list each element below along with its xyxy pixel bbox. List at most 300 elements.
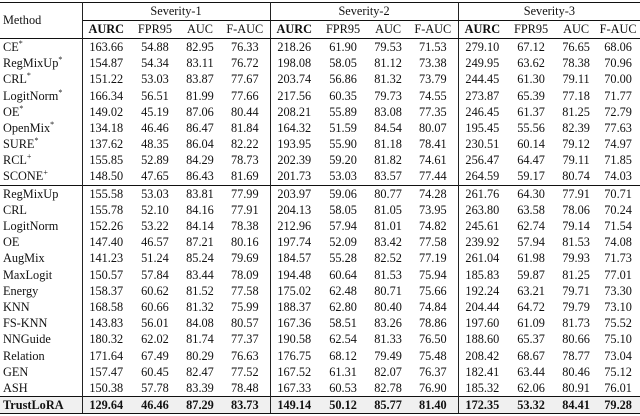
value-cell-auc: 81.53 bbox=[374, 267, 402, 282]
value-cell-f-auc: 81.84 bbox=[220, 120, 270, 136]
value-cell-auc: 81.32 bbox=[374, 72, 402, 87]
method-name-cell bbox=[0, 380, 82, 397]
value-cell-aurc: 176.75 bbox=[277, 348, 312, 363]
value-cell-auc: 85.24 bbox=[186, 251, 214, 266]
value-cell-aurc: 194.48 bbox=[277, 267, 312, 282]
method-name: TrustLoRA bbox=[3, 398, 64, 413]
value-cell-aurc: 147.40 bbox=[89, 235, 124, 250]
value-cell-aurc: 244.45 bbox=[465, 72, 500, 87]
value-cell-aurc: 273.87 bbox=[465, 88, 500, 103]
value-cell-fpr95: 57.94 bbox=[517, 235, 545, 250]
metric-header-auc: AUC bbox=[368, 21, 408, 39]
value-cell-fpr95: 60.45 bbox=[141, 364, 169, 379]
value-cell-auc: 84.14 bbox=[186, 219, 214, 233]
method-header: Method bbox=[0, 3, 82, 39]
value-cell-auc: 80.29 bbox=[186, 348, 214, 363]
value-cell-auc: 82.52 bbox=[374, 251, 402, 266]
method-marker: * bbox=[58, 55, 63, 65]
table-row bbox=[0, 315, 640, 331]
value-cell-fpr95: 60.64 bbox=[329, 267, 357, 282]
metric-header-f-auc: F-AUC bbox=[220, 21, 270, 39]
value-cell-f-auc: 83.73 bbox=[220, 397, 270, 414]
metric-header-aurc: AURC bbox=[82, 21, 130, 39]
method-name: OE bbox=[3, 235, 20, 250]
value-cell-fpr95: 55.28 bbox=[329, 251, 357, 266]
value-cell-fpr95: 61.09 bbox=[517, 316, 545, 331]
value-cell-aurc: 245.61 bbox=[465, 219, 500, 233]
value-cell-aurc: 203.74 bbox=[277, 72, 312, 87]
value-cell-auc: 83.26 bbox=[374, 316, 402, 331]
metric-header-aurc: AURC bbox=[458, 21, 506, 39]
table-row bbox=[0, 234, 640, 250]
header-row-metrics bbox=[0, 21, 640, 39]
value-cell-aurc: 168.58 bbox=[89, 299, 124, 314]
value-cell-fpr95: 53.03 bbox=[329, 169, 357, 184]
value-cell-auc: 77.18 bbox=[562, 88, 590, 103]
method-name-cell bbox=[0, 169, 82, 186]
value-cell-aurc: 208.21 bbox=[277, 104, 312, 119]
value-cell-aurc: 193.95 bbox=[277, 137, 312, 152]
value-cell-auc: 84.54 bbox=[374, 120, 402, 135]
value-cell-fpr95: 51.59 bbox=[329, 120, 357, 135]
value-cell-f-auc: 76.63 bbox=[220, 348, 270, 364]
value-cell-auc: 79.73 bbox=[374, 88, 402, 103]
value-cell-fpr95: 52.89 bbox=[141, 153, 169, 168]
value-cell-fpr95: 67.12 bbox=[506, 39, 556, 56]
value-cell-fpr95: 46.57 bbox=[141, 235, 169, 250]
value-cell-f-auc: 68.06 bbox=[596, 39, 640, 56]
value-cell-aurc: 155.78 bbox=[89, 202, 124, 217]
value-cell-fpr95: 60.35 bbox=[329, 88, 357, 103]
value-cell-auc: 81.25 bbox=[562, 104, 590, 119]
value-cell-f-auc: 75.99 bbox=[220, 299, 270, 315]
value-cell-fpr95: 60.62 bbox=[141, 283, 169, 298]
value-cell-f-auc: 76.01 bbox=[604, 380, 632, 395]
value-cell-fpr95: 58.51 bbox=[329, 316, 357, 331]
value-cell-aurc: 134.18 bbox=[89, 120, 124, 135]
value-cell-aurc: 279.10 bbox=[458, 39, 506, 56]
value-cell-auc: 82.95 bbox=[180, 39, 220, 56]
value-cell-aurc: 167.33 bbox=[277, 380, 312, 395]
value-cell-f-auc: 71.53 bbox=[408, 39, 458, 56]
method-name-cell bbox=[0, 315, 82, 331]
value-cell-f-auc: 78.09 bbox=[220, 267, 270, 283]
table-row bbox=[0, 55, 640, 71]
method-name: OpenMix bbox=[3, 120, 51, 135]
value-cell-fpr95: 45.19 bbox=[141, 104, 169, 119]
table-row bbox=[0, 152, 640, 168]
value-cell-f-auc: 79.69 bbox=[220, 250, 270, 266]
value-cell-f-auc: 73.95 bbox=[408, 202, 458, 218]
value-cell-f-auc: 70.71 bbox=[596, 185, 640, 202]
value-cell-aurc: 230.51 bbox=[465, 137, 500, 152]
method-name-cell bbox=[0, 202, 82, 218]
value-cell-auc: 84.29 bbox=[186, 153, 214, 168]
value-cell-f-auc: 71.73 bbox=[604, 251, 632, 266]
method-name-cell bbox=[0, 120, 82, 136]
value-cell-fpr95: 61.90 bbox=[318, 39, 368, 56]
value-cell-f-auc: 77.52 bbox=[220, 364, 270, 380]
value-cell-aurc: 163.66 bbox=[82, 39, 130, 56]
value-cell-fpr95: 63.44 bbox=[517, 364, 545, 379]
method-name-cell bbox=[0, 218, 82, 234]
value-cell-auc: 87.06 bbox=[186, 104, 214, 119]
table-row bbox=[0, 267, 640, 283]
value-cell-fpr95: 56.86 bbox=[329, 72, 357, 87]
value-cell-fpr95: 64.72 bbox=[517, 299, 545, 314]
metric-header-fpr95: FPR95 bbox=[318, 21, 368, 39]
value-cell-fpr95: 51.24 bbox=[141, 251, 169, 266]
value-cell-fpr95: 62.80 bbox=[329, 299, 357, 314]
value-cell-aurc: 150.57 bbox=[89, 267, 124, 282]
value-cell-auc: 84.08 bbox=[186, 316, 214, 331]
value-cell-auc: 80.40 bbox=[374, 299, 402, 314]
value-cell-aurc: 158.37 bbox=[89, 283, 124, 298]
value-cell-f-auc: 77.37 bbox=[220, 331, 270, 347]
value-cell-fpr95: 55.56 bbox=[517, 120, 545, 135]
value-cell-fpr95: 60.14 bbox=[517, 137, 545, 152]
value-cell-f-auc: 71.85 bbox=[604, 153, 632, 168]
value-cell-f-auc: 70.96 bbox=[604, 56, 632, 71]
value-cell-auc: 80.46 bbox=[562, 364, 590, 379]
value-cell-f-auc: 73.38 bbox=[408, 55, 458, 71]
method-name-cell bbox=[0, 39, 82, 56]
value-cell-f-auc: 74.55 bbox=[408, 88, 458, 104]
table-row bbox=[0, 364, 640, 380]
value-cell-fpr95: 64.47 bbox=[517, 153, 545, 168]
value-cell-aurc: 188.60 bbox=[465, 332, 500, 347]
value-cell-auc: 79.14 bbox=[562, 219, 590, 233]
value-cell-auc: 81.18 bbox=[374, 137, 402, 152]
value-cell-f-auc: 81.40 bbox=[408, 397, 458, 414]
value-cell-f-auc: 77.66 bbox=[220, 88, 270, 104]
value-cell-auc: 81.99 bbox=[186, 88, 214, 103]
method-name: MaxLogit bbox=[3, 267, 53, 282]
value-cell-f-auc: 74.61 bbox=[408, 152, 458, 168]
table-row bbox=[0, 299, 640, 315]
value-cell-auc: 86.47 bbox=[186, 120, 214, 135]
value-cell-f-auc: 76.90 bbox=[408, 380, 458, 397]
value-cell-f-auc: 78.38 bbox=[220, 218, 270, 234]
method-marker: * bbox=[26, 71, 31, 81]
value-cell-fpr95: 60.53 bbox=[329, 380, 357, 395]
value-cell-aurc: 167.36 bbox=[277, 316, 312, 331]
value-cell-fpr95: 47.65 bbox=[141, 169, 169, 184]
value-cell-fpr95: 62.74 bbox=[517, 219, 545, 233]
method-name: CRL bbox=[3, 72, 27, 87]
method-name-cell bbox=[0, 364, 82, 380]
value-cell-fpr95: 46.46 bbox=[130, 397, 180, 414]
value-cell-auc: 81.05 bbox=[374, 202, 402, 217]
value-cell-f-auc: 80.57 bbox=[220, 315, 270, 331]
method-name-cell bbox=[0, 250, 82, 266]
method-name-cell bbox=[0, 71, 82, 87]
value-cell-f-auc: 78.86 bbox=[408, 315, 458, 331]
method-marker: * bbox=[34, 136, 39, 145]
table-row bbox=[0, 185, 640, 202]
value-cell-fpr95: 54.34 bbox=[141, 56, 169, 71]
value-cell-auc: 80.66 bbox=[562, 332, 590, 347]
table-row bbox=[0, 71, 640, 87]
value-cell-aurc: 208.42 bbox=[465, 348, 500, 363]
method-name-cell bbox=[0, 152, 82, 168]
value-cell-f-auc: 77.35 bbox=[408, 104, 458, 120]
value-cell-fpr95: 63.62 bbox=[517, 56, 545, 71]
value-cell-aurc: 150.38 bbox=[89, 380, 124, 395]
value-cell-f-auc: 70.00 bbox=[604, 72, 632, 87]
value-cell-auc: 81.74 bbox=[186, 332, 214, 347]
value-cell-f-auc: 77.44 bbox=[408, 169, 458, 186]
value-cell-auc: 82.47 bbox=[186, 364, 214, 379]
value-cell-auc: 83.87 bbox=[186, 72, 214, 87]
value-cell-auc: 79.93 bbox=[562, 251, 590, 266]
value-cell-aurc: 198.08 bbox=[277, 56, 312, 71]
value-cell-fpr95: 62.02 bbox=[141, 332, 169, 347]
method-name: Energy bbox=[3, 283, 39, 298]
value-cell-fpr95: 53.03 bbox=[141, 72, 169, 87]
value-cell-aurc: 154.87 bbox=[89, 56, 124, 71]
value-cell-auc: 79.71 bbox=[562, 283, 590, 298]
value-cell-aurc: 263.80 bbox=[465, 202, 500, 217]
value-cell-fpr95: 68.67 bbox=[517, 348, 545, 363]
value-cell-f-auc: 77.58 bbox=[408, 234, 458, 250]
value-cell-f-auc: 72.79 bbox=[604, 104, 632, 119]
value-cell-fpr95: 65.37 bbox=[517, 332, 545, 347]
value-cell-aurc: 201.73 bbox=[277, 169, 312, 184]
method-name-cell bbox=[0, 299, 82, 315]
value-cell-aurc: 192.24 bbox=[465, 283, 500, 298]
value-cell-auc: 87.29 bbox=[180, 397, 220, 414]
value-cell-auc: 85.77 bbox=[368, 397, 408, 414]
value-cell-aurc: 256.47 bbox=[465, 153, 500, 168]
value-cell-fpr95: 53.22 bbox=[141, 219, 169, 233]
value-cell-aurc: 155.58 bbox=[82, 185, 130, 202]
value-cell-fpr95: 55.89 bbox=[329, 104, 357, 119]
value-cell-auc: 81.01 bbox=[374, 219, 402, 233]
method-name: CE bbox=[3, 39, 19, 54]
value-cell-aurc: 204.44 bbox=[465, 299, 500, 314]
value-cell-aurc: 185.32 bbox=[465, 380, 500, 395]
metric-header-auc: AUC bbox=[556, 21, 596, 39]
value-cell-f-auc: 73.30 bbox=[604, 283, 632, 298]
group-header-severity-2: Severity-2 bbox=[270, 3, 458, 21]
value-cell-aurc: 218.26 bbox=[270, 39, 318, 56]
value-cell-f-auc: 77.91 bbox=[220, 202, 270, 218]
value-cell-auc: 84.41 bbox=[556, 397, 596, 414]
method-name: LogitNorm bbox=[3, 88, 59, 103]
value-cell-f-auc: 76.33 bbox=[220, 39, 270, 56]
value-cell-f-auc: 71.54 bbox=[604, 219, 632, 233]
table-row-trustlora bbox=[0, 397, 640, 414]
value-cell-f-auc: 75.52 bbox=[604, 316, 632, 331]
table-row bbox=[0, 169, 640, 186]
value-cell-aurc: 239.92 bbox=[465, 235, 500, 250]
method-name-cell bbox=[0, 55, 82, 71]
method-name: SCONE bbox=[3, 169, 44, 184]
metric-header-fpr95: FPR95 bbox=[130, 21, 180, 39]
value-cell-fpr95: 61.37 bbox=[517, 104, 545, 119]
method-name-cell bbox=[0, 397, 82, 414]
value-cell-aurc: 143.83 bbox=[89, 316, 124, 331]
value-cell-aurc: 195.45 bbox=[465, 120, 500, 135]
value-cell-auc: 79.49 bbox=[374, 348, 402, 363]
results-body bbox=[0, 39, 640, 414]
method-name: GEN bbox=[3, 364, 29, 379]
value-cell-fpr95: 52.09 bbox=[329, 235, 357, 250]
value-cell-f-auc: 73.10 bbox=[604, 299, 632, 314]
value-cell-aurc: 261.76 bbox=[458, 185, 506, 202]
method-name: FS-KNN bbox=[3, 316, 48, 331]
value-cell-fpr95: 58.05 bbox=[329, 56, 357, 71]
value-cell-auc: 78.38 bbox=[562, 56, 590, 71]
value-cell-auc: 83.57 bbox=[374, 169, 402, 184]
value-cell-aurc: 157.47 bbox=[89, 364, 124, 379]
value-cell-auc: 79.11 bbox=[562, 153, 590, 168]
value-cell-fpr95: 57.78 bbox=[141, 380, 169, 395]
value-cell-aurc: 180.32 bbox=[89, 332, 124, 347]
method-marker: * bbox=[50, 119, 55, 129]
value-cell-f-auc: 77.58 bbox=[220, 283, 270, 299]
value-cell-f-auc: 80.44 bbox=[220, 104, 270, 120]
value-cell-fpr95: 63.21 bbox=[517, 283, 545, 298]
value-cell-aurc: 190.58 bbox=[277, 332, 312, 347]
value-cell-f-auc: 75.48 bbox=[408, 348, 458, 364]
value-cell-fpr95: 50.12 bbox=[318, 397, 368, 414]
value-cell-auc: 83.39 bbox=[186, 380, 214, 395]
value-cell-f-auc: 80.16 bbox=[220, 234, 270, 250]
value-cell-fpr95: 62.48 bbox=[329, 283, 357, 298]
value-cell-aurc: 129.64 bbox=[82, 397, 130, 414]
value-cell-fpr95: 65.39 bbox=[517, 88, 545, 103]
value-cell-auc: 79.11 bbox=[562, 72, 590, 87]
value-cell-aurc: 172.35 bbox=[458, 397, 506, 414]
value-cell-fpr95: 56.51 bbox=[141, 88, 169, 103]
method-name: OE bbox=[3, 104, 20, 119]
table-row bbox=[0, 331, 640, 347]
metric-header-auc: AUC bbox=[180, 21, 220, 39]
value-cell-auc: 84.16 bbox=[186, 202, 214, 217]
value-cell-auc: 83.11 bbox=[186, 56, 214, 71]
method-name-cell bbox=[0, 185, 82, 202]
value-cell-f-auc: 75.10 bbox=[604, 332, 632, 347]
value-cell-fpr95: 46.46 bbox=[141, 120, 169, 135]
method-name-cell bbox=[0, 136, 82, 152]
metric-header-aurc: AURC bbox=[270, 21, 318, 39]
method-marker: + bbox=[43, 168, 48, 178]
value-cell-aurc: 167.52 bbox=[277, 364, 312, 379]
value-cell-aurc: 203.97 bbox=[270, 185, 318, 202]
value-cell-aurc: 152.26 bbox=[89, 219, 124, 233]
group-header-severity-1: Severity-1 bbox=[82, 3, 270, 21]
value-cell-aurc: 164.32 bbox=[277, 120, 312, 135]
table-row bbox=[0, 218, 640, 234]
table-row bbox=[0, 283, 640, 299]
value-cell-aurc: 261.04 bbox=[465, 251, 500, 266]
table-row bbox=[0, 348, 640, 364]
value-cell-fpr95: 58.05 bbox=[329, 202, 357, 217]
value-cell-auc: 78.06 bbox=[562, 202, 590, 217]
table-row bbox=[0, 104, 640, 120]
value-cell-auc: 80.91 bbox=[562, 380, 590, 395]
method-name: CRL bbox=[3, 202, 27, 217]
value-cell-aurc: 171.64 bbox=[89, 348, 124, 363]
value-cell-aurc: 151.22 bbox=[89, 72, 124, 87]
value-cell-f-auc: 77.19 bbox=[408, 250, 458, 266]
value-cell-fpr95: 60.66 bbox=[141, 299, 169, 314]
table-row bbox=[0, 39, 640, 56]
value-cell-auc: 81.73 bbox=[562, 316, 590, 331]
value-cell-aurc: 249.95 bbox=[465, 56, 500, 71]
value-cell-fpr95: 53.03 bbox=[130, 185, 180, 202]
method-name: SURE bbox=[3, 137, 35, 152]
table-row bbox=[0, 88, 640, 104]
value-cell-fpr95: 59.06 bbox=[318, 185, 368, 202]
value-cell-aurc: 197.74 bbox=[277, 235, 312, 250]
value-cell-fpr95: 56.01 bbox=[141, 316, 169, 331]
value-cell-fpr95: 63.58 bbox=[517, 202, 545, 217]
value-cell-aurc: 155.85 bbox=[89, 153, 124, 168]
value-cell-f-auc: 77.67 bbox=[220, 71, 270, 87]
header-row-groups bbox=[0, 3, 640, 21]
value-cell-f-auc: 77.01 bbox=[604, 267, 632, 282]
value-cell-aurc: 204.13 bbox=[277, 202, 312, 217]
method-name-cell bbox=[0, 88, 82, 104]
group-header-severity-3: Severity-3 bbox=[458, 3, 640, 21]
metric-header-fpr95: FPR95 bbox=[506, 21, 556, 39]
value-cell-auc: 86.43 bbox=[186, 169, 214, 184]
value-cell-f-auc: 75.94 bbox=[408, 267, 458, 283]
value-cell-auc: 82.78 bbox=[374, 380, 402, 395]
value-cell-fpr95: 59.17 bbox=[517, 169, 545, 184]
method-name-cell bbox=[0, 283, 82, 299]
value-cell-f-auc: 77.63 bbox=[604, 120, 632, 135]
method-name-cell bbox=[0, 104, 82, 120]
value-cell-f-auc: 73.79 bbox=[408, 71, 458, 87]
value-cell-f-auc: 78.48 bbox=[220, 380, 270, 397]
value-cell-aurc: 182.41 bbox=[465, 364, 500, 379]
value-cell-auc: 77.91 bbox=[556, 185, 596, 202]
method-name: LogitNorm bbox=[3, 219, 59, 233]
value-cell-auc: 81.33 bbox=[374, 332, 402, 347]
value-cell-aurc: 184.57 bbox=[277, 251, 312, 266]
value-cell-aurc: 188.37 bbox=[277, 299, 312, 314]
value-cell-aurc: 217.56 bbox=[277, 88, 312, 103]
value-cell-auc: 81.52 bbox=[186, 283, 214, 298]
table-row bbox=[0, 136, 640, 152]
method-marker: * bbox=[18, 38, 23, 48]
value-cell-auc: 86.04 bbox=[186, 137, 214, 152]
value-cell-fpr95: 64.30 bbox=[506, 185, 556, 202]
value-cell-f-auc: 74.97 bbox=[604, 137, 632, 152]
value-cell-auc: 76.65 bbox=[556, 39, 596, 56]
method-marker: * bbox=[58, 87, 63, 97]
value-cell-f-auc: 73.04 bbox=[604, 348, 632, 363]
value-cell-aurc: 185.83 bbox=[465, 267, 500, 282]
value-cell-auc: 78.77 bbox=[562, 348, 590, 363]
value-cell-auc: 82.07 bbox=[374, 364, 402, 379]
value-cell-f-auc: 78.73 bbox=[220, 152, 270, 168]
value-cell-fpr95: 59.87 bbox=[517, 267, 545, 282]
value-cell-aurc: 212.96 bbox=[277, 219, 312, 233]
value-cell-f-auc: 74.28 bbox=[408, 185, 458, 202]
value-cell-f-auc: 81.69 bbox=[220, 169, 270, 186]
value-cell-auc: 82.39 bbox=[562, 120, 590, 135]
value-cell-fpr95: 62.06 bbox=[517, 380, 545, 395]
value-cell-auc: 79.79 bbox=[562, 299, 590, 314]
value-cell-fpr95: 52.10 bbox=[141, 202, 169, 217]
value-cell-f-auc: 80.07 bbox=[408, 120, 458, 136]
value-cell-aurc: 141.23 bbox=[89, 251, 124, 266]
